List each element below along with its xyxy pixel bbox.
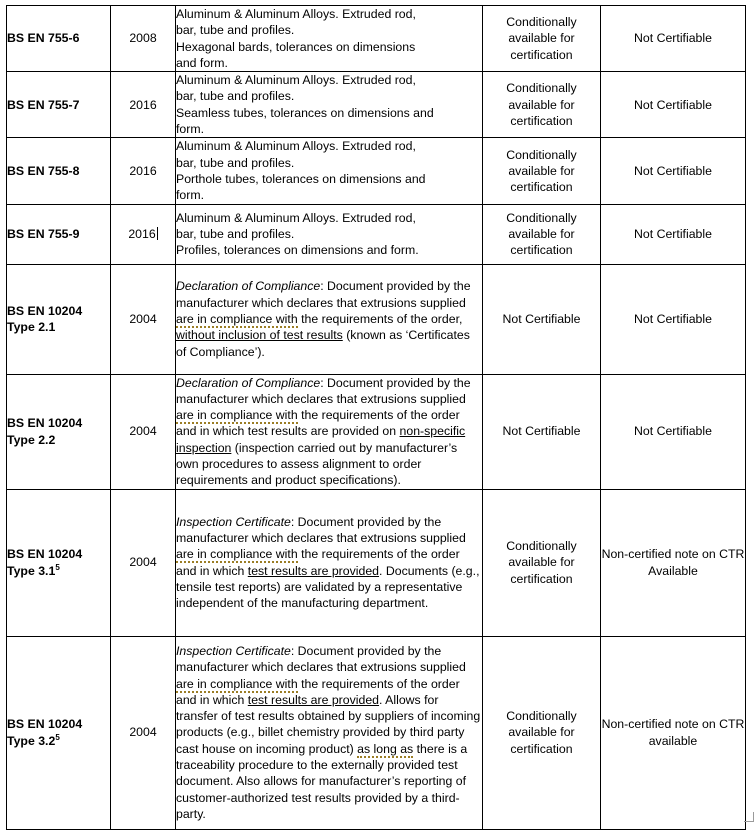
cell-ctr-status[interactable] [601,264,746,374]
table-row[interactable] [7,264,746,374]
grammar-flagged-text[interactable]: as long as [357,741,414,756]
underlined-text: without inclusion of test results [176,328,343,343]
scope-text: there is a traceability procedure to the externally provided test document. Also allows for manufacturer’s reporting of customer-authorized test results provided by a third-party. [176,741,468,821]
underlined-text: test results are provided [247,692,380,707]
certification-status: Not Certifiable [502,311,581,326]
certification-status: Conditionally available for certification [506,539,577,586]
footnote-marker: 5 [55,732,60,742]
scope-line: form. [176,122,205,137]
cell-scope[interactable] [176,374,483,489]
scope-text: : Document provided by the manufacturer which declares that extrusions supplied [176,644,466,675]
scope-line: bar, tube and profiles. [176,155,295,170]
standard-name: BS EN 10204 [7,547,83,562]
year-value: 2008 [129,31,157,46]
scope-text: (inspection carried out by manufacturer’s own procedures to assess alignment to order requirements and product specifications). [176,440,458,488]
cell-ctr-status[interactable] [601,374,746,489]
standard-name: BS EN 755-6 [7,31,80,46]
standard-type: Type 2.2 [7,432,56,447]
standard-name: BS EN 755-7 [7,97,80,112]
text-cursor [157,227,158,240]
scope-line: bar, tube and profiles. [176,89,295,104]
ctr-status: Not Certifiable [634,424,712,439]
certification-status: Conditionally available for certification [506,81,577,128]
cell-standard[interactable] [7,489,111,636]
grammar-flagged-text[interactable]: are in compliance with [176,547,298,562]
scope-text: the requirements of the order and in which [176,547,460,578]
cell-year[interactable] [111,374,176,489]
scope-text: . Documents (e.g., tensile test reports) are validated by a representative independent of the manufacturing department. [176,563,480,611]
standard-type [7,733,110,749]
cell-certification-status[interactable] [483,72,601,138]
scope-line: Porthole tubes, tolerances on dimensions and [176,171,426,186]
year-value: 2016 [129,163,157,178]
cell-ctr-status[interactable] [601,72,746,138]
scope-text: : Document provided by the manufacturer which declares that extrusions supplied [176,279,471,310]
table-row[interactable] [7,636,746,829]
scope-line: bar, tube and profiles. [176,226,295,241]
table-row[interactable] [7,374,746,489]
table-row[interactable] [7,72,746,138]
cell-year[interactable] [111,138,176,204]
scope-text: (known as ‘Certificates of Compliance’). [176,328,470,359]
footnote-marker: 5 [55,562,60,572]
scope-line: and form. [176,55,228,70]
table-body [7,6,746,830]
grammar-flagged-text[interactable]: are in compliance with [176,311,298,326]
scope-line: Aluminum & Aluminum Alloys. Extruded rod, [176,73,416,88]
year-value: 2016 [128,226,156,241]
cell-scope[interactable] [176,204,483,264]
table-row[interactable] [7,6,746,72]
cell-scope[interactable] [176,489,483,636]
cell-scope[interactable] [176,636,483,829]
year-value: 2004 [129,311,157,326]
cell-standard[interactable] [7,636,111,829]
standard-type-label: Type 3.1 [7,563,56,578]
cell-year[interactable] [111,264,176,374]
certification-status: Conditionally available for certification [506,709,577,756]
table-resize-handle-icon[interactable] [744,812,754,822]
cell-certification-status[interactable] [483,6,601,72]
ctr-status: Not Certifiable [634,311,712,326]
ctr-status: Not Certifiable [634,31,712,46]
standard-name: BS EN 755-9 [7,226,80,241]
ctr-status: Non-certified note on CTR Available [601,547,745,578]
cell-standard[interactable] [7,264,111,374]
certification-status: Not Certifiable [502,424,581,439]
ctr-status: Not Certifiable [634,226,712,241]
scope-line: Profiles, tolerances on dimensions and form. [176,243,419,258]
scope-text: : Document provided by the manufacturer which declares that extrusions supplied [176,375,471,406]
scope-line: Aluminum & Aluminum Alloys. Extruded rod, [176,7,416,21]
cell-year[interactable] [111,204,176,264]
cell-year[interactable] [111,489,176,636]
underlined-text: non-specific inspection [176,424,466,455]
ctr-status: Not Certifiable [634,97,712,112]
cell-scope[interactable] [176,72,483,138]
standard-type [7,563,110,579]
cell-year[interactable] [111,636,176,829]
cell-standard[interactable] [7,138,111,204]
scope-text: the requirements of the order and in which [176,676,460,707]
scope-line: bar, tube and profiles. [176,23,295,38]
cell-standard[interactable] [7,204,111,264]
cell-standard[interactable] [7,6,111,72]
year-value: 2016 [129,97,157,112]
standard-type: Type 2.1 [7,320,56,335]
grammar-flagged-text[interactable]: are in compliance with [176,408,298,423]
scope-text: : Document provided by the manufacturer which declares that extrusions supplied [176,514,466,546]
certification-status: Conditionally available for certification [506,210,577,258]
table-row[interactable] [7,489,746,636]
cell-year[interactable] [111,6,176,72]
scope-line: Aluminum & Aluminum Alloys. Extruded rod, [176,210,416,225]
year-value: 2004 [129,555,157,570]
ctr-status: Not Certifiable [634,163,712,178]
scope-line: Aluminum & Aluminum Alloys. Extruded rod, [176,139,416,154]
cell-ctr-status[interactable] [601,204,746,264]
cell-year[interactable] [111,72,176,138]
standard-name: BS EN 10204 [7,717,83,732]
cell-scope[interactable] [176,6,483,72]
standard-name: BS EN 10204 [7,416,83,431]
table-row[interactable] [7,138,746,204]
year-value: 2004 [129,424,157,439]
cell-certification-status[interactable] [483,489,601,636]
cell-ctr-status[interactable] [601,6,746,72]
grammar-flagged-text[interactable]: are in compliance with [176,676,298,691]
scope-line: Seamless tubes, tolerances on dimensions and [176,105,434,120]
cell-scope[interactable] [176,138,483,204]
scope-line: Hexagonal bards, tolerances on dimensions [176,39,416,54]
ctr-status: Non-certified note on CTR available [601,717,745,748]
scope-text: the requirements of the order, [297,311,463,326]
scope-term: Declaration of Compliance [176,375,321,390]
cell-standard[interactable] [7,72,111,138]
certification-status: Conditionally available for certification [506,147,577,195]
cell-certification-status[interactable] [483,374,601,489]
cell-certification-status[interactable] [483,204,601,264]
cell-ctr-status[interactable] [601,138,746,204]
scope-term: Declaration of Compliance [176,279,321,294]
standard-name: BS EN 10204 [7,303,83,318]
cell-scope[interactable] [176,264,483,374]
cell-ctr-status[interactable] [601,489,746,636]
scope-term: Inspection Certificate [176,514,291,529]
year-value: 2004 [129,725,157,740]
standard-type-label: Type 3.2 [7,733,56,748]
cell-certification-status[interactable] [483,138,601,204]
table-row[interactable] [7,204,746,264]
cell-certification-status[interactable] [483,264,601,374]
scope-text: the requirements of the order and in which test results are provided on [176,408,460,439]
scope-text: . Allows for transfer of test results obtained by suppliers of incoming products (e.g., billet chemistry provided by third party cast house on incoming product) [176,692,481,756]
standard-name: BS EN 755-8 [7,163,80,178]
cell-certification-status[interactable] [483,636,601,829]
certification-status: Conditionally available for certification [506,15,577,62]
standards-reference-table[interactable] [6,5,746,830]
scope-term: Inspection Certificate [176,644,291,658]
underlined-text: test results are provided [247,563,380,578]
cell-ctr-status[interactable] [601,636,746,829]
scope-line: form. [176,188,205,203]
cell-standard[interactable] [7,374,111,489]
